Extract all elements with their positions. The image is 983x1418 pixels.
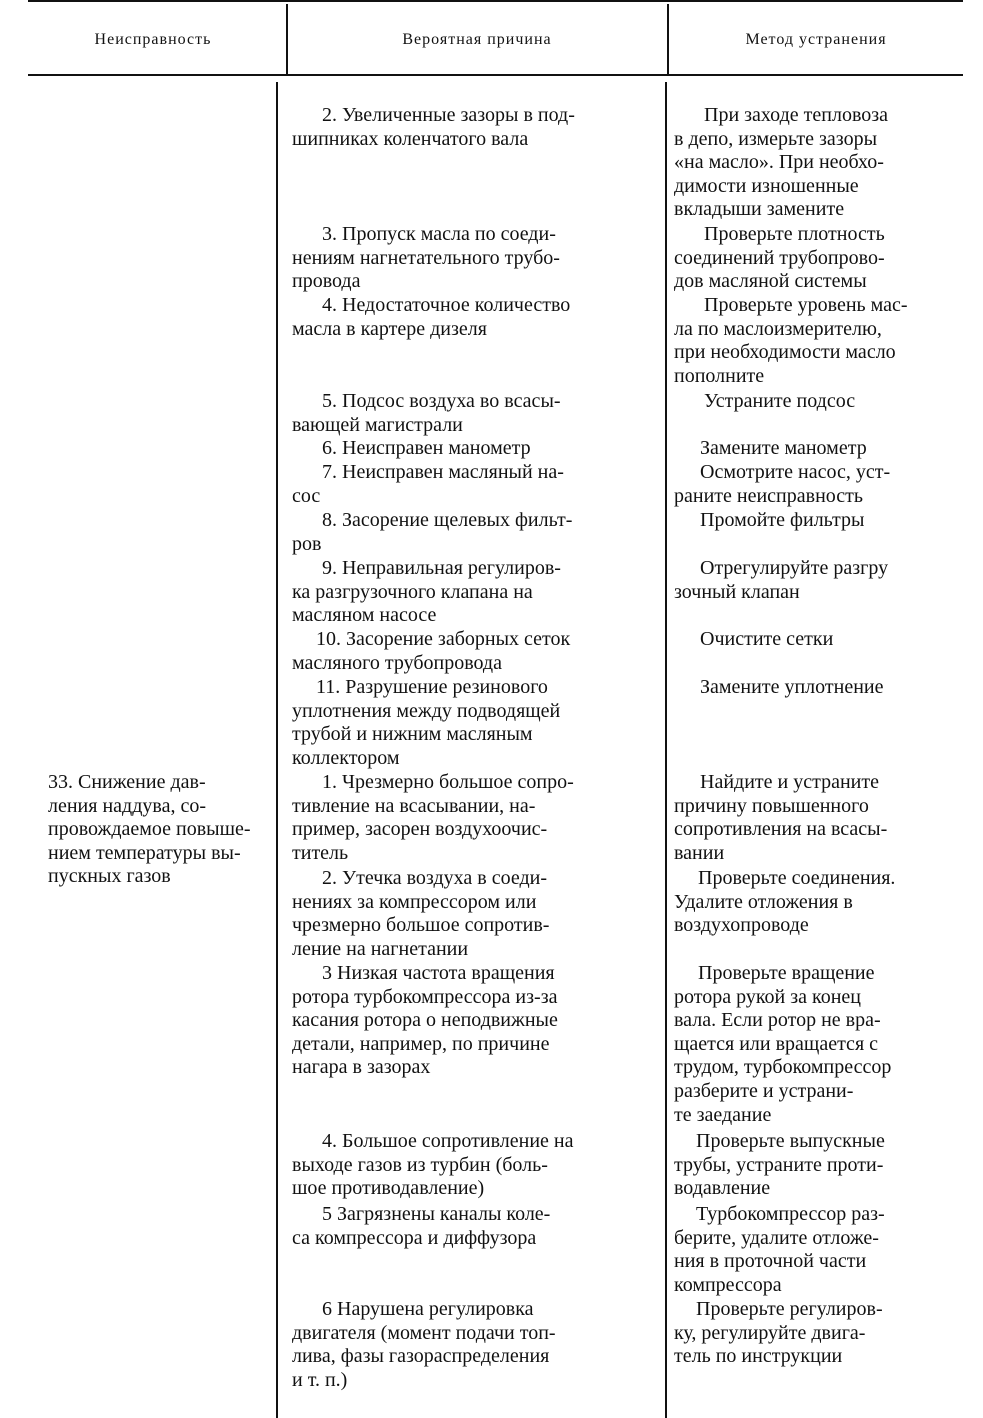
cause-line: 3 Низкая частота вращения xyxy=(322,962,555,984)
remedy-line: в депо, измерьте зазоры xyxy=(674,127,878,150)
fault-text: ления наддува, со- xyxy=(48,794,206,817)
cause-line: нагара в зазорах xyxy=(292,1056,431,1079)
cause-line: 2. Увеличенные зазоры в под- xyxy=(322,104,575,126)
fault-cell xyxy=(48,771,266,889)
remedy-line: Замените уплотнение xyxy=(700,676,884,698)
remedy-line: Отрегулируйте разгру xyxy=(700,557,889,579)
remedy-line: при необходимости масло xyxy=(674,341,896,364)
remedy-line: «на масло». При необхо- xyxy=(674,151,884,174)
cause-line: ров xyxy=(292,532,322,555)
remedy-cell xyxy=(674,676,966,700)
column-divider-2-body xyxy=(665,82,667,1418)
remedy-line: щается или вращается с xyxy=(674,1032,879,1055)
remedy-line: вании xyxy=(674,841,725,864)
cause-line: 5. Подсос воздуха во всасы- xyxy=(322,390,561,412)
cause-line: нениях за компрессором или xyxy=(292,890,537,913)
cause-cell xyxy=(292,676,656,770)
remedy-line: Осмотрите насос, уст- xyxy=(700,461,891,483)
cause-line: касания ротора о неподвижные xyxy=(292,1009,558,1032)
remedy-line: водавление xyxy=(674,1177,771,1200)
remedy-line: те заедание xyxy=(674,1103,772,1126)
remedy-line: Найдите и устраните xyxy=(700,771,879,793)
remedy-line: вкладыши замените xyxy=(674,198,845,221)
remedy-cell xyxy=(674,1130,966,1201)
cause-line: масляного трубопровода xyxy=(292,651,502,674)
cause-line: ка разгрузочного клапана на xyxy=(292,580,533,603)
remedy-line: воздухопроводе xyxy=(674,914,809,937)
remedy-line: трудом, турбокомпрессор xyxy=(674,1056,892,1079)
cause-line: трубой и нижним масляным xyxy=(292,723,533,746)
remedy-line: При заходе тепловоза xyxy=(704,104,889,126)
cause-line: 2. Утечка воздуха в соеди- xyxy=(322,867,547,889)
cause-line: 6. Неисправен манометр xyxy=(322,437,531,459)
remedy-line: берите, удалите отложе- xyxy=(674,1226,879,1249)
remedy-line: разберите и устрани- xyxy=(674,1079,854,1102)
cause-line: 7. Неисправен масляный на- xyxy=(322,461,564,483)
remedy-line: ротора рукой за конец xyxy=(674,985,861,1008)
cause-line: 4. Недостаточное количество xyxy=(322,294,571,316)
fault-text: провождаемое повыше- xyxy=(48,818,251,841)
cause-line: и т. п.) xyxy=(292,1368,348,1391)
fault-text: нием температуры вы- xyxy=(48,841,241,864)
remedy-line: ку, регулируйте двига- xyxy=(674,1321,866,1344)
remedy-line: Турбокомпрессор раз- xyxy=(696,1203,885,1225)
remedy-line: раните неисправность xyxy=(674,484,864,507)
cause-line: провода xyxy=(292,270,361,293)
cause-line: шое противодавление) xyxy=(292,1177,485,1200)
cause-line: нениям нагнетательного трубо- xyxy=(292,246,560,269)
cause-cell xyxy=(292,509,656,556)
remedy-line: Удалите отложения в xyxy=(674,890,853,913)
cause-line: выходе газов из турбин (боль- xyxy=(292,1153,548,1176)
remedy-line: димости изношенные xyxy=(674,174,859,197)
remedy-cell xyxy=(674,771,966,865)
cause-line: 5 Загрязнены каналы коле- xyxy=(322,1203,551,1225)
header-remedy: Метод устранения xyxy=(745,31,887,48)
cause-line: шипниках коленчатого вала xyxy=(292,127,529,150)
cause-cell xyxy=(292,223,656,294)
cause-cell xyxy=(292,294,656,341)
cause-line: детали, например, по причине xyxy=(292,1032,550,1055)
remedy-line: Проверьте уровень мас- xyxy=(704,294,908,316)
remedy-line: вала. Если ротор не вра- xyxy=(674,1009,881,1032)
cause-line: са компрессора и диффузора xyxy=(292,1226,537,1249)
remedy-line: соединений трубопрово- xyxy=(674,246,885,269)
cause-line: вающей магистрали xyxy=(292,413,463,436)
remedy-cell xyxy=(674,104,966,222)
remedy-line: ла по маслоизмерителю, xyxy=(674,317,882,340)
top-rule xyxy=(28,0,963,2)
column-divider-1-body xyxy=(276,82,278,1418)
remedy-line: ния в проточной части xyxy=(674,1250,867,1273)
cause-cell xyxy=(292,390,656,437)
remedy-cell xyxy=(674,509,966,533)
header-fault: Неисправность xyxy=(94,31,212,48)
cause-line: титель xyxy=(292,841,349,864)
cause-cell xyxy=(292,437,656,461)
remedy-line: Проверьте соединения. xyxy=(698,867,896,889)
remedy-line: Проверьте вращение xyxy=(698,962,875,984)
header-cause: Вероятная причина xyxy=(402,31,552,48)
cause-cell xyxy=(292,771,656,865)
cause-cell xyxy=(292,557,656,628)
remedy-line: тель по инструкции xyxy=(674,1345,843,1368)
cause-cell xyxy=(292,1298,656,1392)
remedy-line: Устраните подсос xyxy=(704,390,856,412)
remedy-cell xyxy=(674,1298,966,1369)
cause-line: масляном насосе xyxy=(292,604,437,627)
remedy-line: Замените манометр xyxy=(700,437,867,459)
cause-line: чрезмерно большое сопротив- xyxy=(292,914,550,937)
remedy-line: зочный клапан xyxy=(674,580,800,603)
remedy-line: трубы, устраните проти- xyxy=(674,1153,884,1176)
remedy-line: причину повышенного xyxy=(674,794,869,817)
cause-cell xyxy=(292,962,656,1080)
cause-line: коллектором xyxy=(292,746,400,769)
cause-line: 10. Засорение заборных сеток xyxy=(316,628,571,650)
remedy-cell xyxy=(674,557,966,604)
cause-line: тивление на всасывании, на- xyxy=(292,794,536,817)
cause-line: 4. Большое сопротивление на xyxy=(322,1130,574,1152)
remedy-cell xyxy=(674,962,966,1127)
cause-line: 8. Засорение щелевых фильт- xyxy=(322,509,573,531)
remedy-line: сопротивления на всасы- xyxy=(674,818,888,841)
remedy-line: дов масляной системы xyxy=(674,270,867,293)
cause-line: 6 Нарушена регулировка xyxy=(322,1298,534,1320)
cause-line: 1. Чрезмерно большое сопро- xyxy=(322,771,574,793)
cause-line: уплотнения между подводящей xyxy=(292,699,561,722)
cause-line: сос xyxy=(292,484,321,507)
cause-line: 9. Неправильная регулиров- xyxy=(322,557,561,579)
cause-cell xyxy=(292,461,656,508)
cause-cell xyxy=(292,104,656,151)
remedy-cell xyxy=(674,390,966,414)
cause-line: лива, фазы газораспределения xyxy=(292,1345,550,1368)
cause-line: пример, засорен воздухоочис- xyxy=(292,818,548,841)
remedy-line: Очистите сетки xyxy=(700,628,834,650)
remedy-cell xyxy=(674,294,966,388)
remedy-cell xyxy=(674,461,966,508)
remedy-line: пополните xyxy=(674,364,765,387)
cause-line: масла в картере дизеля xyxy=(292,317,487,340)
remedy-cell xyxy=(674,223,966,294)
remedy-line: Промойте фильтры xyxy=(700,509,865,531)
remedy-line: Проверьте регулиров- xyxy=(696,1298,883,1320)
fault-text: 33. Снижение дав- xyxy=(48,771,206,793)
cause-line: ление на нагнетании xyxy=(292,937,469,960)
cause-line: 11. Разрушение резинового xyxy=(316,676,548,698)
cause-line: 3. Пропуск масла по соеди- xyxy=(322,223,556,245)
remedy-line: Проверьте выпускные xyxy=(696,1130,885,1152)
fault-text: пускных газов xyxy=(48,865,171,888)
cause-cell xyxy=(292,1130,656,1201)
remedy-cell xyxy=(674,1203,966,1297)
remedy-cell xyxy=(674,867,966,938)
header-rule xyxy=(28,74,963,76)
cause-cell xyxy=(292,867,656,961)
remedy-line: компрессора xyxy=(674,1273,782,1296)
remedy-line: Проверьте плотность xyxy=(704,223,885,245)
cause-line: двигателя (момент подачи топ- xyxy=(292,1321,556,1344)
remedy-cell xyxy=(674,628,966,652)
cause-line: ротора турбокомпрессора из-за xyxy=(292,985,558,1008)
remedy-cell xyxy=(674,437,966,461)
cause-cell xyxy=(292,628,656,675)
cause-cell xyxy=(292,1203,656,1250)
